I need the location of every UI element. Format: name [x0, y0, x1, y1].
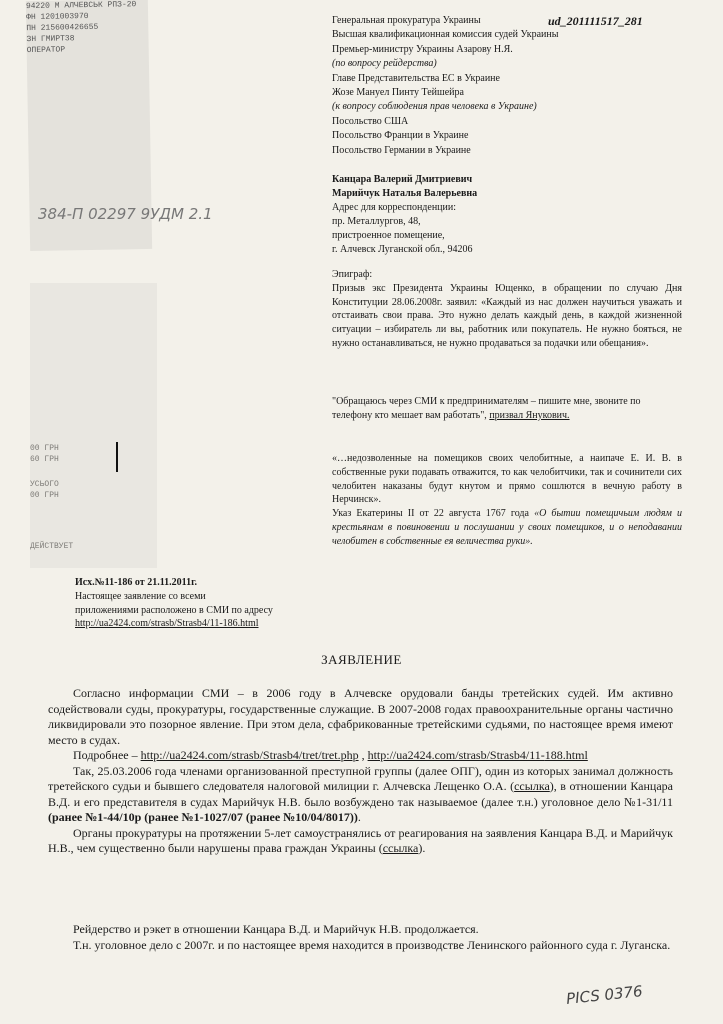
epigraph-label: Эпиграф:	[332, 269, 373, 280]
recipient-line: Посольство Франции в Украине	[332, 130, 469, 142]
recipient-line: Премьер-министру Украины Азарову Н.Я.	[332, 43, 513, 55]
receipt-line: 60 ГРН	[30, 455, 59, 464]
document-id: ud_201111517_281	[548, 14, 643, 28]
outgoing-note	[75, 576, 273, 631]
outgoing-line: приложениями расположено в СМИ по адресу	[75, 604, 273, 616]
receipt-line: ФН 1201003970	[26, 11, 89, 23]
receipt-line: ОПЕРАТОР	[26, 45, 66, 56]
recipient-line: Посольство Германии в Украине	[332, 144, 471, 156]
quote-link[interactable]: призвал Янукович.	[489, 409, 570, 421]
body-text-end	[48, 922, 673, 953]
recipient-line: (к вопросу соблюдения прав человека в Украине)	[332, 101, 537, 113]
recipient-line: (по вопросу рейдерства)	[332, 58, 437, 70]
receipt-line: 00 ГРН	[30, 491, 59, 500]
receipt-line: УСЬОГО	[30, 480, 59, 489]
receipt-line: ПН 215600426655	[26, 22, 99, 34]
archive-stamp: PICS 0376	[565, 982, 644, 1008]
paragraph: Т.н. уголовное дело с 2007г. и по настоящее время находится в производстве Ленинского районного суда г. Луганска.	[73, 937, 671, 952]
separator: ,	[361, 748, 365, 762]
sender-name: Канцара Валерий Дмитриевич	[332, 174, 473, 185]
paragraph	[48, 826, 673, 857]
para-text: Органы прокуратуры на протяжении 5-лет самоустранялись от реагирования на заявления Канцара В.Д. и Марийчук Н.В., чем существенно были нарушены права граждан Украины (	[48, 825, 673, 855]
recipient-line: Посольство США	[332, 115, 409, 127]
epigraph-block	[332, 268, 682, 351]
pen-mark	[116, 442, 118, 472]
recipient-line: Высшая квалификационная комиссия судей Украины	[332, 29, 559, 41]
body-text	[48, 686, 673, 857]
para-text: Так, 25.03.2006 года членами организованной преступной группы (далее ОПГ), один из которых занимал должность третейского судьи и бывшего следователя налоговой милиции г. Алчевска Лещенко О.А. (	[48, 763, 673, 793]
receipt-line: 00 ГРН	[30, 444, 59, 453]
paragraph: Рейдерство и рэкет в отношении Канцара В.Д. и Марийчук Н.В. продолжается.	[73, 922, 479, 936]
recipient-line: Генеральная прокуратура Украины	[332, 15, 481, 26]
quote-yanukovich	[332, 395, 682, 423]
reference-link[interactable]: ссылка	[514, 779, 550, 793]
case-numbers: (ранее №1-44/10р (ранее №1-1027/07 (ранее №10/04/8017))	[48, 810, 358, 824]
outgoing-number: Исх.№11-186 от 21.11.2011г.	[75, 577, 198, 588]
para-text: ).	[418, 841, 426, 855]
paragraph: Согласно информации СМИ – в 2006 году в Алчевске орудовали банды третейских судей. Им активно содействовали суды, прокуратуры, государственные служащие. В 2007-2008 годах правоохранительные органы частично ликвидировали это позорное явление. При этом дела, сфабрикованные третейскими судьями, по настоящее время имеют место в судах.	[48, 686, 673, 747]
para-text: .	[357, 810, 361, 824]
receipt-bottom	[30, 283, 157, 568]
outgoing-url-link[interactable]: http://ua2424.com/strasb/Strasb4/11-186.html	[75, 618, 259, 630]
link-part: http://ua2424.com/strasb/Strasb4/11-	[367, 748, 545, 762]
handwritten-note: 384-П 02297 9УДМ 2.1	[38, 205, 213, 223]
epigraph-text: Призыв экс Президента Украины Ющенко, в обращении по случаю Дня Конституции 28.06.2008г. заявил: «Каждый из нас должен научиться уважать и отстаивать свои права. Это нужно делать каждый день, в каждой жизненной ситуации – избиратель ли вы, работник или покупатель. Не нужно бояться, не нужно останавливаться, не нужно продаваться за подачки или обещания».	[332, 282, 682, 349]
quote-text: «…недозволенные на помещиков своих челобитные, а наипаче Е. И. В. в собственные руки подавать отважится, то как челобитчики, так и сочинители сих челобитен наказаны будут кнутом и прямо сошлются в вечную работу в Нерчинск».	[332, 453, 682, 506]
address-line: г. Алчевск Луганской обл., 94206	[332, 244, 473, 255]
quote-decree	[332, 452, 682, 549]
recipient-line: Главе Представительства ЕС в Украине	[332, 72, 500, 84]
reference-link[interactable]: ссылка	[382, 841, 419, 855]
address-line: пр. Металлургов, 48,	[332, 216, 421, 227]
quote-text: "Обращаюсь через СМИ к предпринимателям – пишите мне, звоните по телефону кто мешает вам работать",	[332, 396, 641, 421]
address-label: Адрес для корреспонденции:	[332, 202, 457, 213]
link-tret[interactable]: http://ua2424.com/strasb/Strasb4/tret/tret.php	[140, 748, 359, 762]
para-prefix: Подробнее –	[73, 748, 138, 762]
receipt-line: 94220 М АЛЧЕВСЬК РПЗ-20	[25, 0, 137, 12]
sender-name: Марийчук Наталья Валерьевна	[332, 188, 478, 199]
receipt-line: ДЕЙСТВУЕТ	[30, 542, 74, 551]
outgoing-line: Настоящее заявление со всеми	[75, 590, 206, 602]
paragraph	[48, 764, 673, 826]
document-title: ЗАЯВЛЕНИЕ	[321, 652, 402, 667]
address-line: пристроенное помещение,	[332, 230, 445, 241]
recipient-line: Жозе Мануел Пинту Тейшейра	[332, 87, 464, 99]
link-11-188[interactable]	[368, 748, 588, 762]
recipients-block	[332, 14, 558, 158]
decree-prefix: Указ Екатерины II от 22 августа 1767 года	[332, 508, 529, 520]
decree-title: «О бытии помещичьим людям и крестьянам в повиновении и послушании у своих помещиков, и о неподавании челобитен в собственные ея величества руки».	[332, 508, 682, 547]
para-text: ), в отношении Канцара В.Д. и его представителя в судах Марийчук Н.В. было возбуждено так называемое (далее т.н.) уголовное дело №1-31/11	[48, 779, 673, 809]
receipt-line: ЗН ГМИРТ38	[26, 34, 75, 45]
paragraph	[48, 748, 673, 764]
sender-block	[332, 173, 477, 257]
link-part: 188.html	[544, 748, 588, 762]
